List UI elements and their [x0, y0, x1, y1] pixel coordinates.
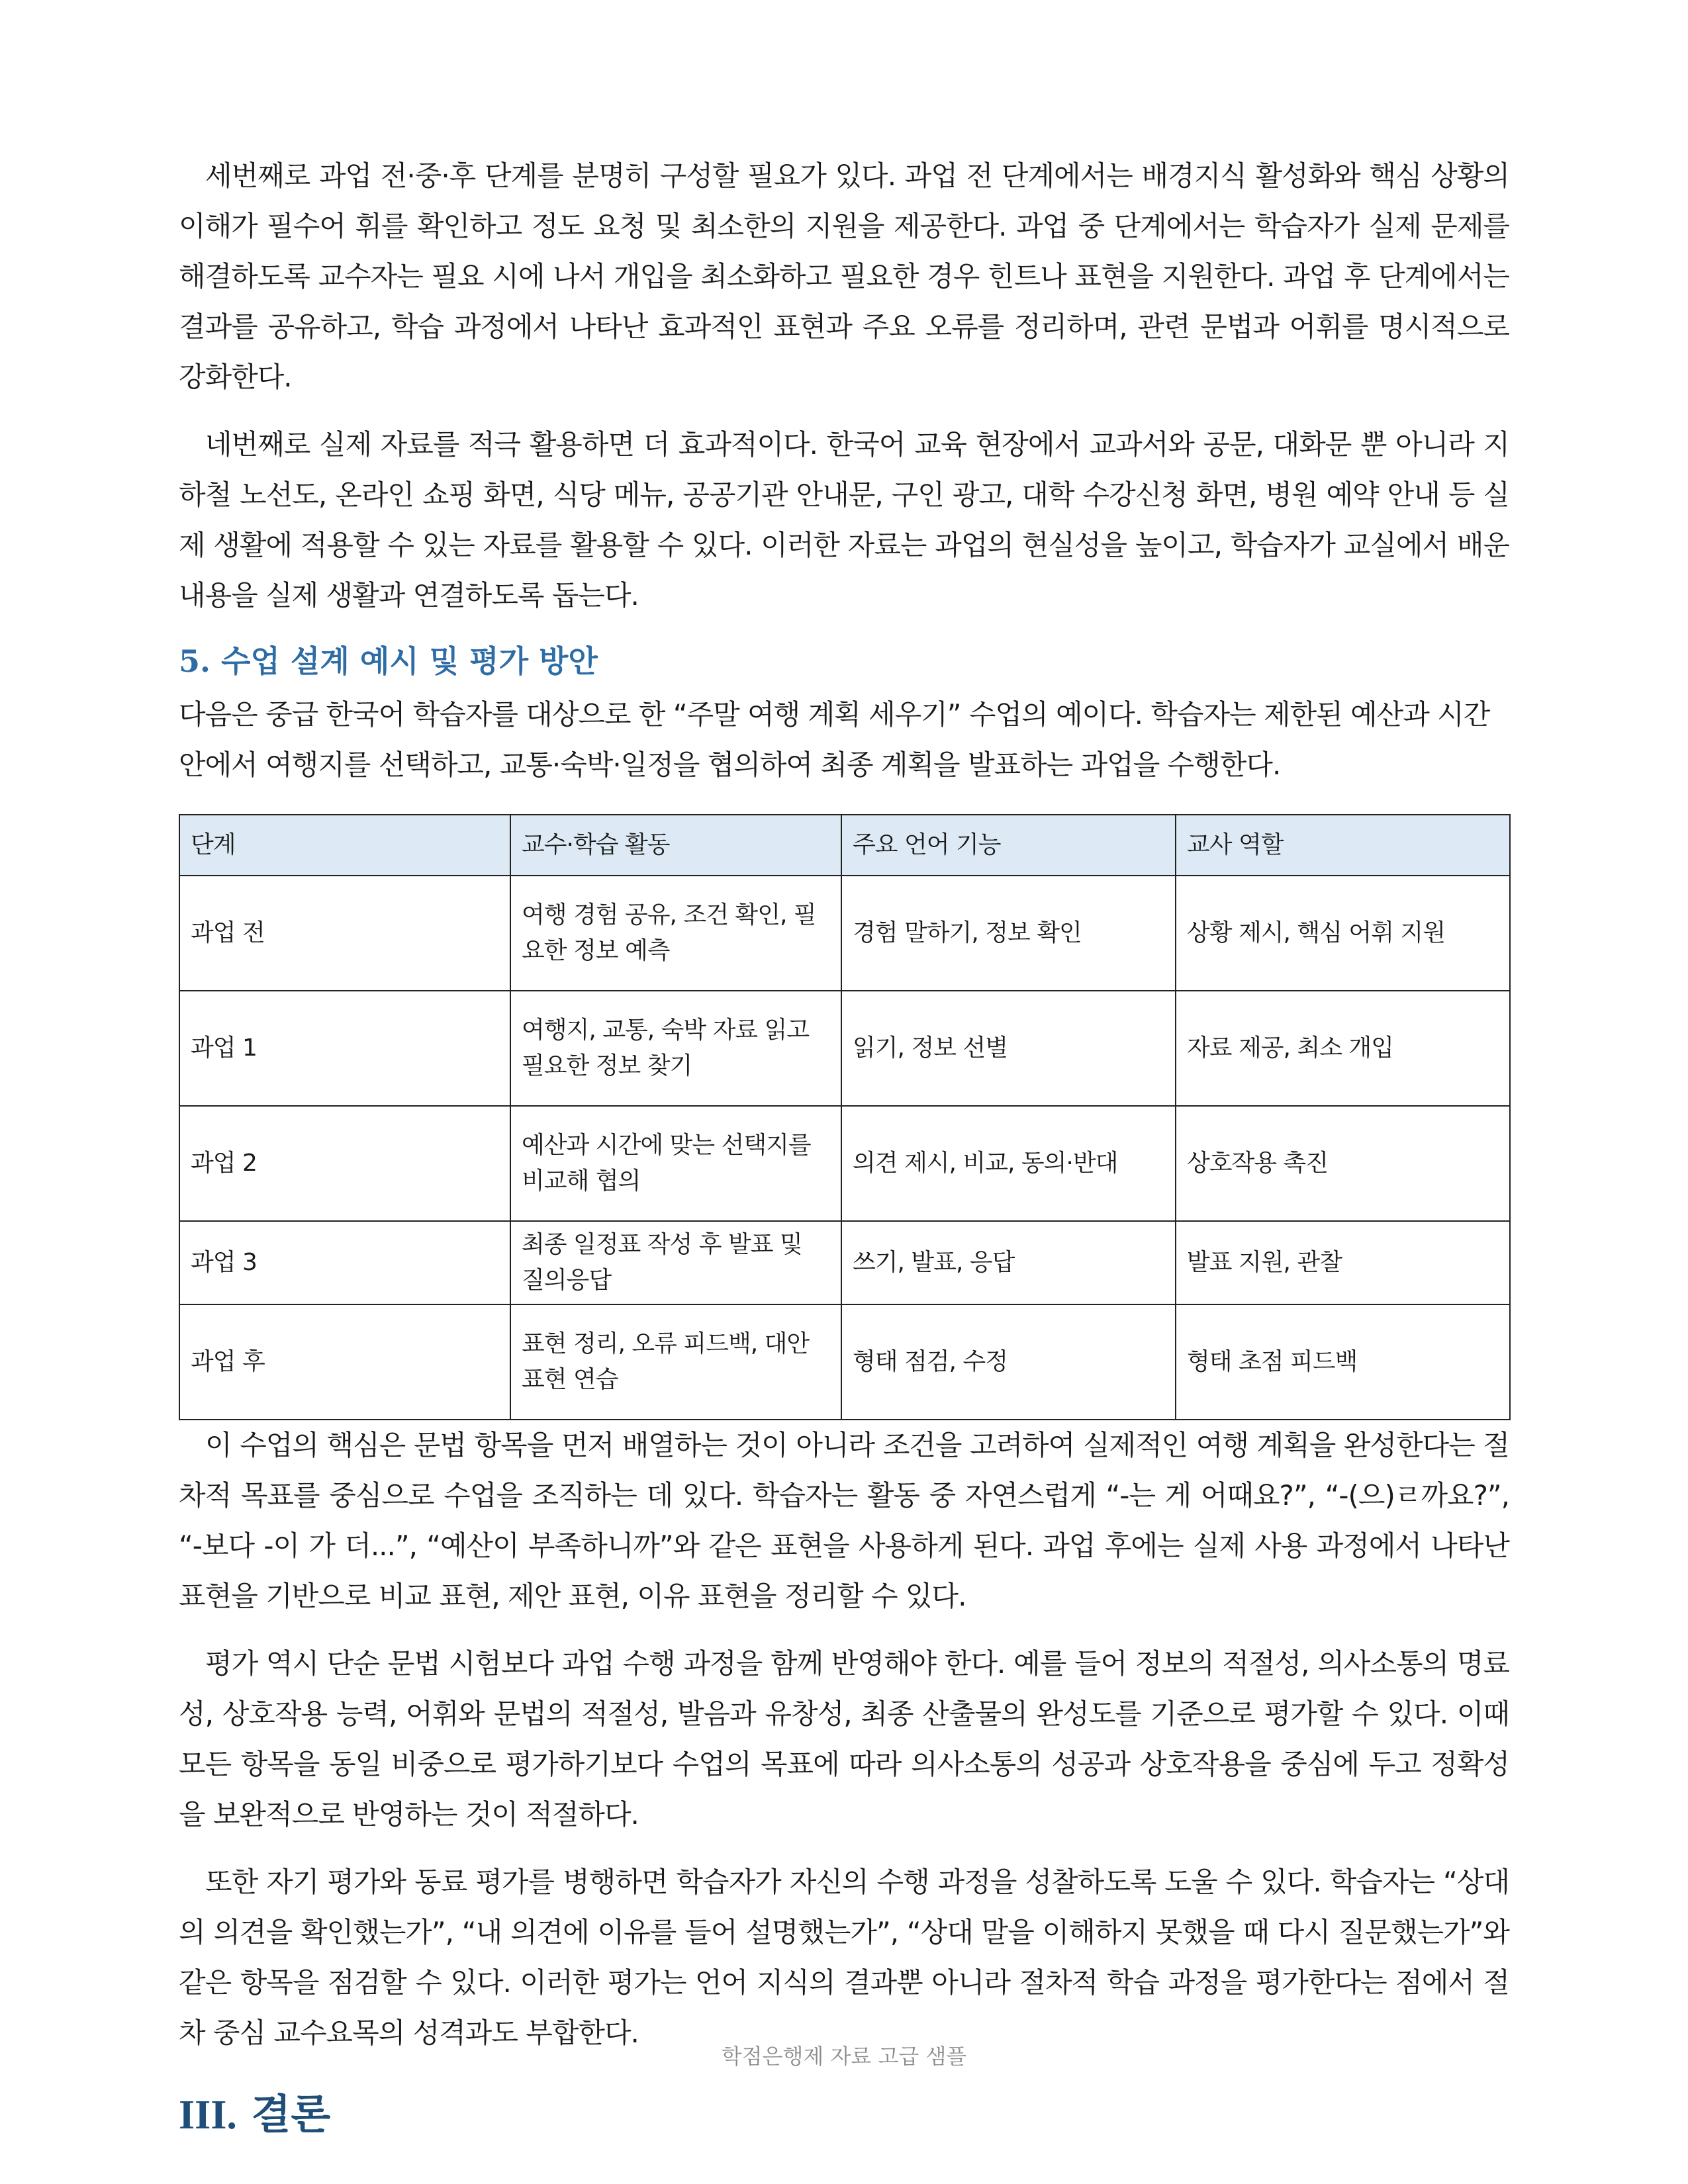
cell-language-function: 쓰기, 발표, 응답 [841, 1221, 1176, 1304]
post-table-text [179, 1420, 1509, 2058]
header-language-function: 주요 언어 기능 [841, 815, 1176, 876]
cell-language-function: 경험 말하기, 정보 확인 [841, 876, 1176, 991]
paragraph-lesson-core: 이 수업의 핵심은 문법 항목을 먼저 배열하는 것이 아니라 조건을 고려하여 실제적인 여행 계획을 완성한다는 절차적 목표를 중심으로 수업을 조직하는 데 있다. 학습자는 활동 중 자연스럽게 “-는 게 어때요?”, “-(으)ㄹ까요?”, “-보다 -이 가 더...”, “예산이 부족하니까”와 같은 표현을 사용하게 된다. 과업 후에는 실제 사용 과정에서 나타난 표현을 기반으로 비교 표현, 제안 표현, 이유 표현을 정리할 수 있다. [179, 1429, 1509, 1612]
table-row [179, 1221, 1510, 1304]
section-number: 5. [179, 643, 211, 679]
conclusion-number: III. [179, 2093, 237, 2138]
table-row [179, 991, 1510, 1106]
cell-stage: 과업 1 [179, 991, 510, 1106]
section-heading [179, 638, 1509, 684]
cell-teacher-role: 상황 제시, 핵심 어휘 지원 [1176, 876, 1510, 991]
conclusion-title: 결론 [251, 2090, 331, 2138]
header-teacher-role: 교사 역할 [1176, 815, 1510, 876]
page-footer: 학점은행제 자료 고급 샘플 [721, 2044, 967, 2069]
cell-teacher-role: 발표 지원, 관찰 [1176, 1221, 1510, 1304]
cell-activity: 여행지, 교통, 숙박 자료 읽고 필요한 정보 찾기 [510, 991, 841, 1106]
cell-stage: 과업 3 [179, 1221, 510, 1304]
cell-stage: 과업 전 [179, 876, 510, 991]
section-title: 수업 설계 예시 및 평가 방안 [221, 643, 598, 679]
cell-teacher-role: 형태 초점 피드백 [1176, 1304, 1510, 1420]
cell-activity: 최종 일정표 작성 후 발표 및 질의응답 [510, 1221, 841, 1304]
header-stage: 단계 [179, 815, 510, 876]
paragraph-task-stages: 세번째로 과업 전·중·후 단계를 분명히 구성할 필요가 있다. 과업 전 단계에서는 배경지식 활성화와 핵심 상황의 이해가 필수어 휘를 확인하고 정도 요청 및 최소한의 지원을 제공한다. 과업 중 단계에서는 학습자가 실제 문제를 해결하도록 교수자는 필요 시에 나서 개입을 최소화하고 필요한 경우 힌트나 표현을 지원한다. 과업 후 단계에서는 결과를 공유하고, 학습 과정에서 나타난 효과적인 표현과 주요 오류를 정리하며, 관련 문법과 어휘를 명시적으로 강화한다. [179, 159, 1509, 393]
cell-stage: 과업 2 [179, 1106, 510, 1221]
conclusion-heading [179, 2085, 1509, 2145]
lesson-plan-table [179, 814, 1511, 1420]
cell-teacher-role: 자료 제공, 최소 개입 [1176, 991, 1510, 1106]
paragraph-assessment: 평가 역시 단순 문법 시험보다 과업 수행 과정을 함께 반영해야 한다. 예를 들어 정보의 적절성, 의사소통의 명료성, 상호작용 능력, 어휘와 문법의 적절성, 발음과 유창성, 최종 산출물의 완성도를 기준으로 평가할 수 있다. 이때 모든 항목을 동일 비중으로 평가하기보다 수업의 목표에 따라 의사소통의 성공과 상호작용을 중심에 두고 정확성을 보완적으로 반영하는 것이 적절하다. [179, 1647, 1509, 1831]
cell-stage: 과업 후 [179, 1304, 510, 1420]
section-intro: 다음은 중급 한국어 학습자를 대상으로 한 “주말 여행 계획 세우기” 수업의 예이다. 학습자는 제한된 예산과 시간 안에서 여행지를 선택하고, 교통·숙박·일정을 협의하여 최종 계획을 발표하는 과업을 수행한다. [179, 698, 1490, 781]
table-header-row [179, 815, 1510, 876]
cell-language-function: 읽기, 정보 선별 [841, 991, 1176, 1106]
header-activity: 교수·학습 활동 [510, 815, 841, 876]
cell-language-function: 형태 점검, 수정 [841, 1304, 1176, 1420]
cell-language-function: 의견 제시, 비교, 동의·반대 [841, 1106, 1176, 1221]
cell-activity: 예산과 시간에 맞는 선택지를 비교해 협의 [510, 1106, 841, 1221]
paragraph-self-assessment: 또한 자기 평가와 동료 평가를 병행하면 학습자가 자신의 수행 과정을 성찰하도록 도울 수 있다. 학습자는 “상대의 의견을 확인했는가”, “내 의견에 이유를 들어 설명했는가”, “상대 말을 이해하지 못했을 때 다시 질문했는가”와 같은 항목을 점검할 수 있다. 이러한 평가는 언어 지식의 결과뿐 아니라 절차적 학습 과정을 평가한다는 점에서 절차 중심 교수요목의 성격과도 부합한다. [179, 1866, 1509, 2049]
cell-teacher-role: 상호작용 촉진 [1176, 1106, 1510, 1221]
cell-activity: 표현 정리, 오류 피드백, 대안 표현 연습 [510, 1304, 841, 1420]
document-page [179, 151, 1509, 2145]
paragraph-authentic-materials: 네번째로 실제 자료를 적극 활용하면 더 효과적이다. 한국어 교육 현장에서 교과서와 공문, 대화문 뿐 아니라 지하철 노선도, 온라인 쇼핑 화면, 식당 메뉴, 공공기관 안내문, 구인 광고, 대학 수강신청 화면, 병원 예약 안내 등 실제 생활에 적용할 수 있는 자료를 활용할 수 있다. 이러한 자료는 과업의 현실성을 높이고, 학습자가 교실에서 배운 내용을 실제 생활과 연결하도록 돕는다. [179, 428, 1509, 612]
table-row [179, 1304, 1510, 1420]
cell-activity: 여행 경험 공유, 조건 확인, 필요한 정보 예측 [510, 876, 841, 991]
table-row [179, 876, 1510, 991]
table-row [179, 1106, 1510, 1221]
